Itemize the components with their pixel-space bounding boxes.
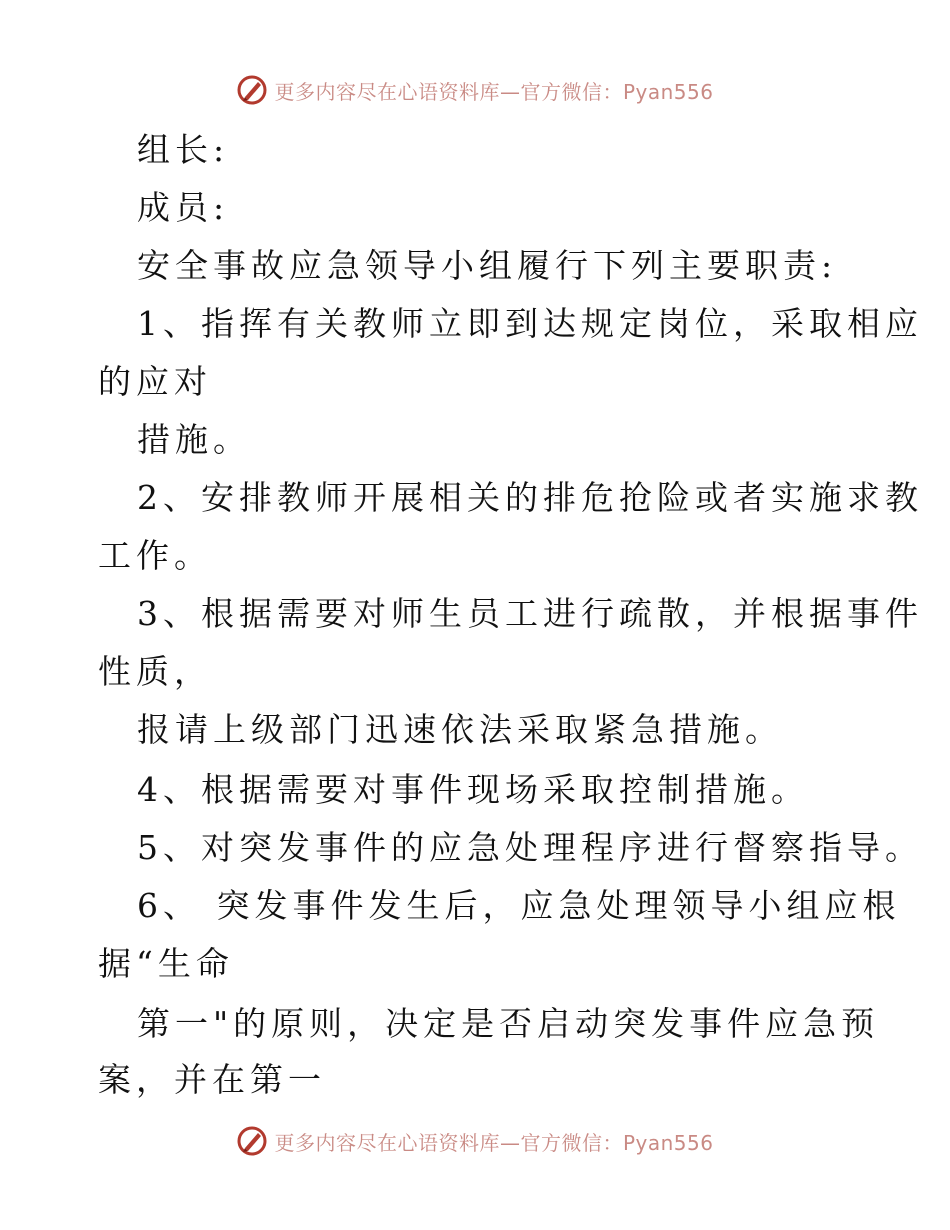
text-line: 5、对突发事件的应急处理程序进行督察指导。 (137, 828, 923, 867)
footer-watermark (0, 1121, 950, 1161)
text-line: 工作。 (98, 536, 212, 575)
text-line: 成员: (137, 188, 230, 227)
watermark-text: 更多内容尽在心语资料库—官方微信：Pyan556 (274, 79, 714, 104)
text-line: 组长: (137, 130, 230, 169)
text-line: 案，并在第一 (98, 1060, 326, 1099)
text-line: 4、根据需要对事件现场采取控制措施。 (137, 770, 809, 809)
pen-logo-icon (236, 1125, 268, 1157)
text-line: 2、安排教师开展相关的排危抢险或者实施求教 (137, 478, 923, 517)
text-line: 1、指挥有关教师立即到达规定岗位，采取相应 (137, 304, 923, 343)
text-line: 性质， (98, 652, 212, 691)
text-line: 3、根据需要对师生员工进行疏散，并根据事件 (137, 594, 923, 633)
text-line: 措施。 (137, 420, 251, 459)
text-line: 报请上级部门迅速依法采取紧急措施。 (137, 710, 783, 749)
text-line: 第一"的原则，决定是否启动突发事件应急预 (137, 1004, 880, 1043)
text-line: 安全事故应急领导小组履行下列主要职责: (137, 246, 838, 285)
text-line: 据“生命 (98, 944, 234, 983)
text-line: 的应对 (98, 362, 212, 401)
watermark-text: 更多内容尽在心语资料库—官方微信：Pyan556 (274, 1130, 714, 1155)
text-line: 6、 突发事件发生后，应急处理领导小组应根 (137, 886, 901, 925)
